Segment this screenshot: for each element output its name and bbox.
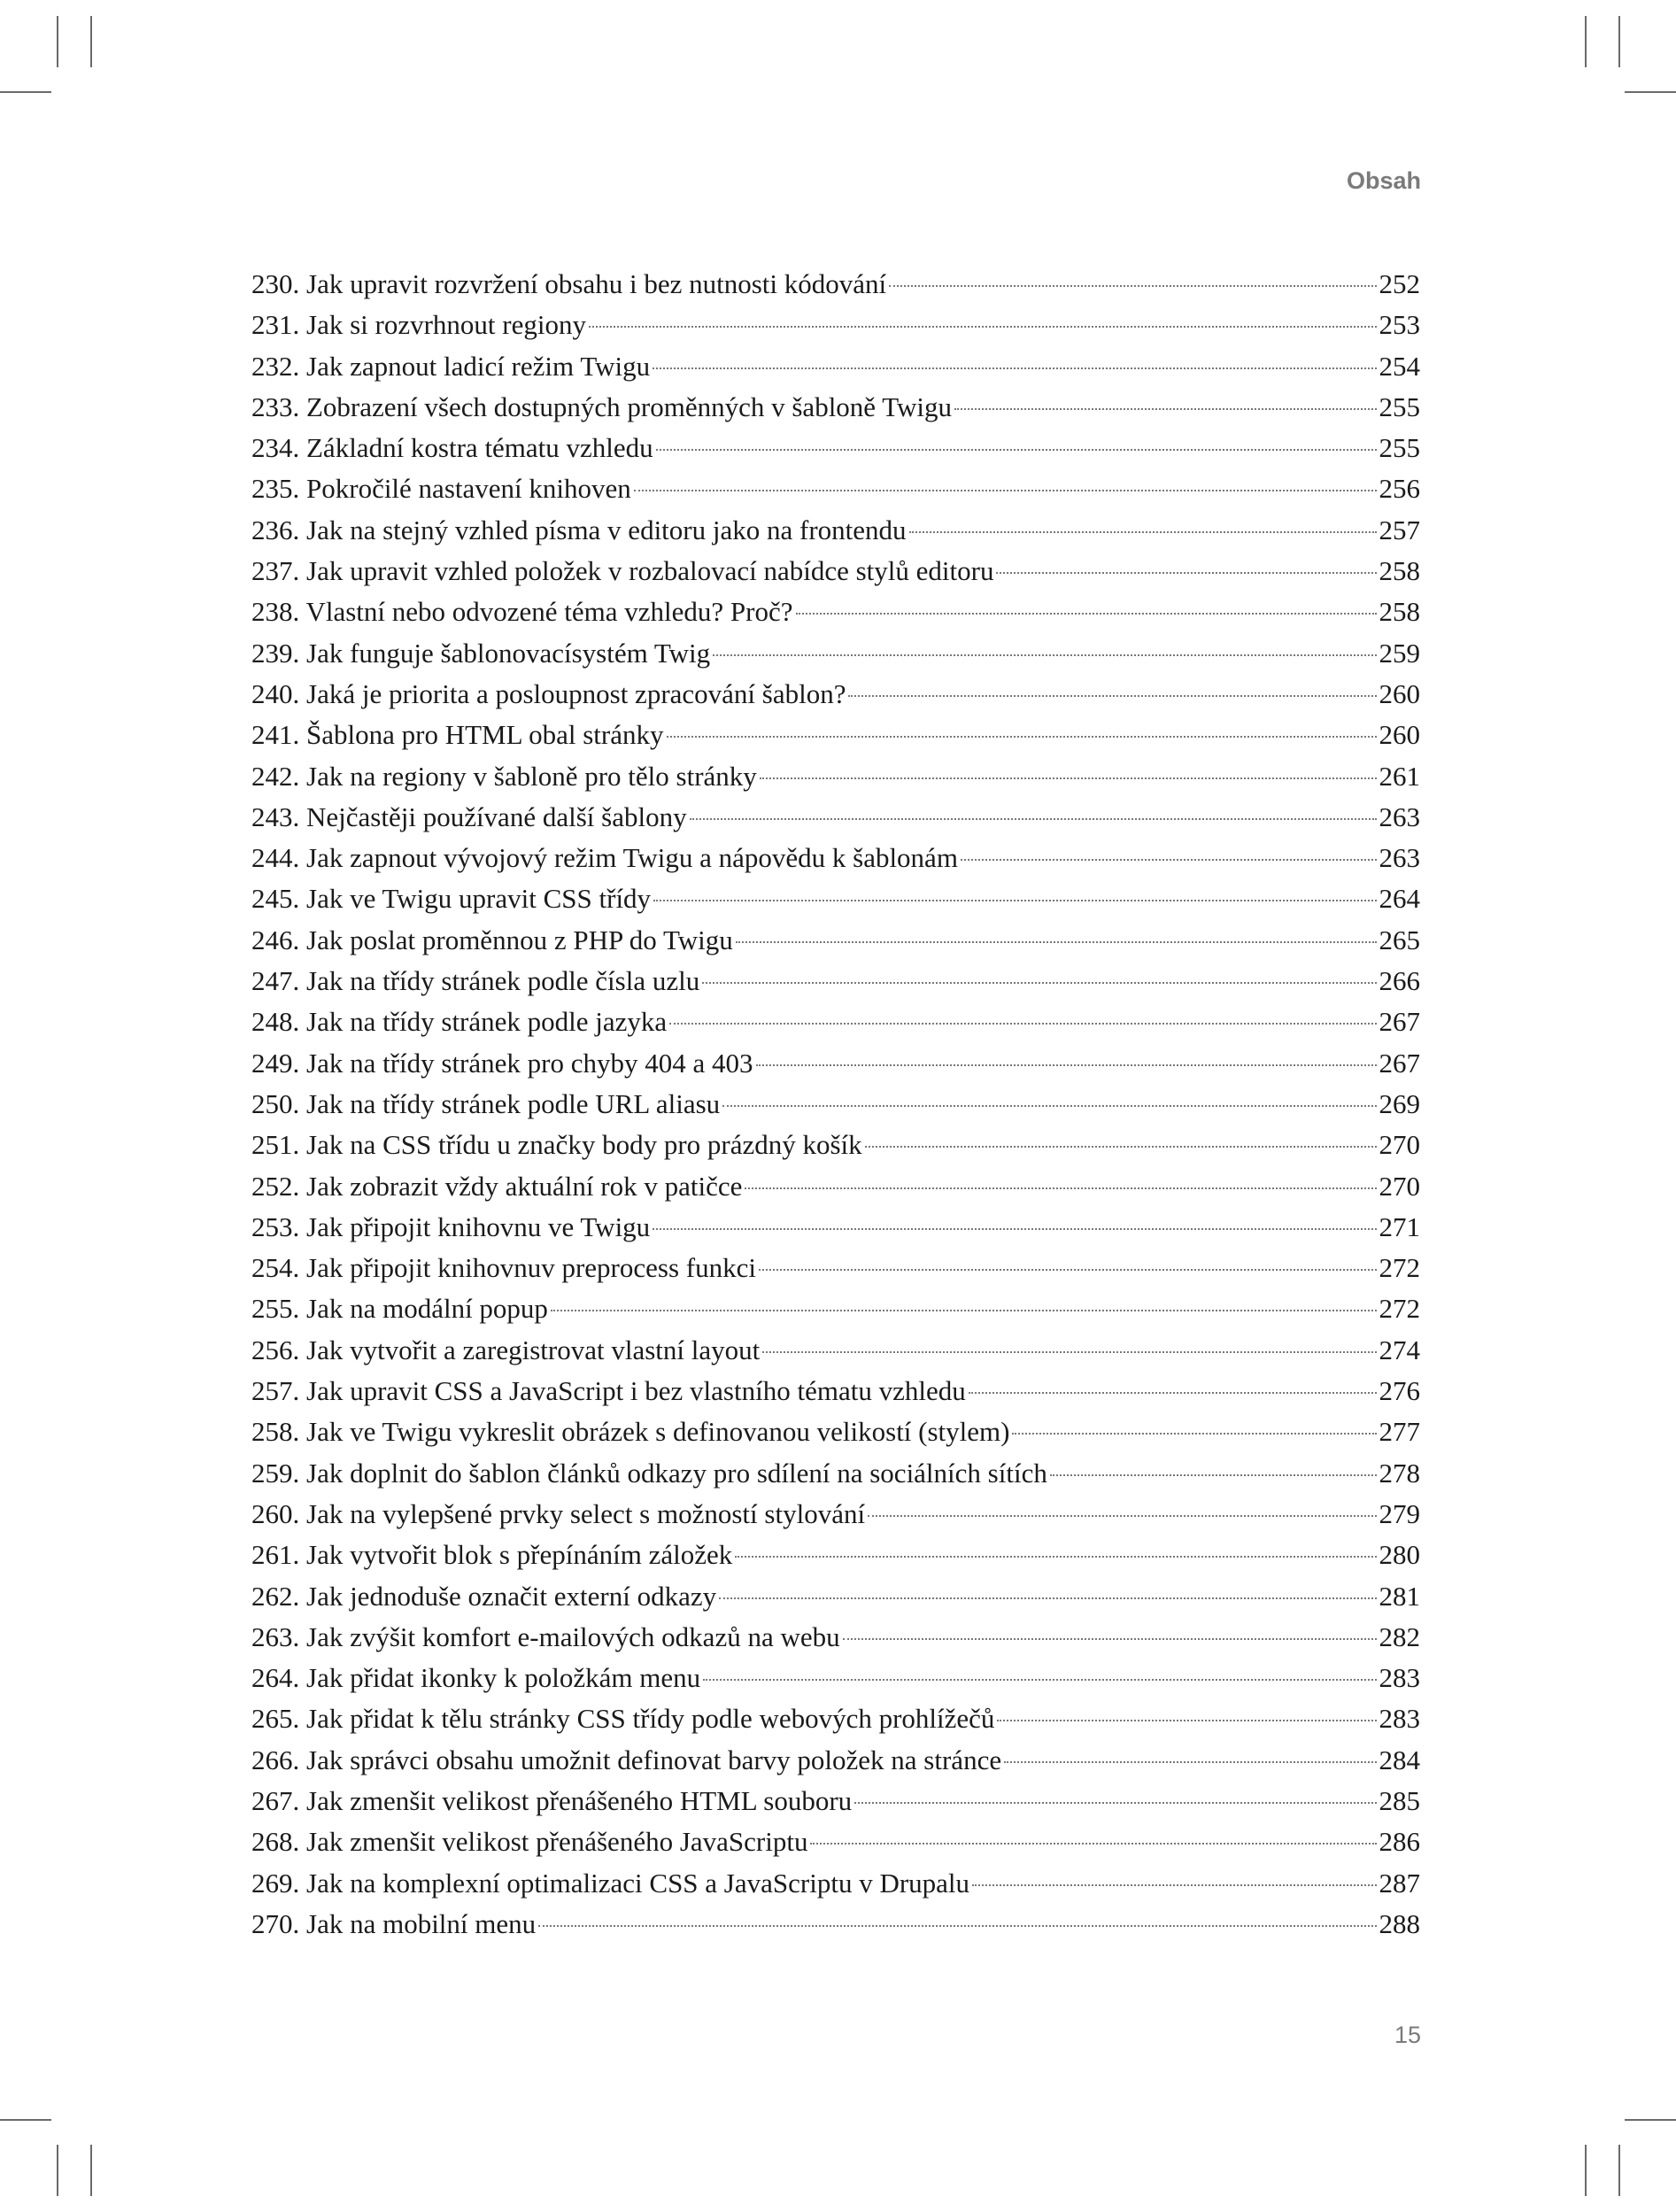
dot-leader	[796, 613, 1377, 615]
toc-entry-title	[251, 633, 710, 674]
dot-leader	[634, 490, 1377, 491]
toc-entry	[251, 1781, 1420, 1821]
toc-entry	[251, 715, 1420, 755]
toc-entry	[251, 1658, 1420, 1698]
toc-entry-title	[251, 387, 952, 428]
toc-entry-number: 238.	[251, 596, 300, 628]
toc-entry-page: 283	[1379, 1703, 1420, 1735]
toc-entry-number: 249.	[251, 1047, 300, 1079]
toc-entry-page: 260	[1379, 677, 1420, 709]
toc-entry-title	[251, 1821, 807, 1862]
toc-entry-text: Jak funguje šablonovacísystém Twig	[306, 637, 711, 669]
toc-entry-title	[251, 1904, 536, 1945]
toc-entry	[251, 961, 1420, 1002]
dot-leader	[843, 1638, 1377, 1640]
toc-entry-page: 265	[1379, 924, 1420, 955]
toc-entry	[251, 1125, 1420, 1165]
dot-leader	[865, 1146, 1377, 1148]
toc-entry-text: Jak zmenšit velikost přenášeného JavaScriptu	[306, 1826, 808, 1858]
toc-entry-text: Jak na třídy stránek podle jazyka	[306, 1006, 668, 1038]
toc-entry-page: 259	[1379, 637, 1420, 669]
toc-entry-title	[251, 1207, 650, 1248]
toc-entry-number: 235.	[251, 473, 300, 505]
toc-entry-page: 282	[1379, 1620, 1420, 1652]
toc-entry-text: Jak na vylepšené prvky select s možností stylování	[306, 1497, 866, 1529]
toc-entry	[251, 878, 1420, 919]
toc-entry-text: Jak na modální popup	[306, 1293, 548, 1325]
toc-entry	[251, 305, 1420, 345]
dot-leader	[868, 1515, 1376, 1517]
toc-entry-title	[251, 468, 631, 509]
toc-entry-page: 276	[1379, 1375, 1420, 1407]
toc-entry-text: Nejčastěji používané další šablony	[306, 800, 687, 832]
toc-entry-title	[251, 346, 650, 387]
toc-entry-text: Jak na třídy stránek podle čísla uzlu	[306, 965, 700, 997]
toc-entry-number: 239.	[251, 637, 300, 669]
toc-entry-number: 232.	[251, 350, 300, 382]
toc-entry-text: Základní kostra tématu vzhledu	[306, 432, 653, 464]
toc-entry-text: Jak vytvořit blok s přepínáním záložek	[306, 1539, 733, 1571]
toc-entry	[251, 797, 1420, 838]
toc-entry-text: Zobrazení všech dostupných proměnných v šabloně Twigu	[306, 391, 953, 422]
crop-mark	[1618, 16, 1620, 67]
toc-entry-number: 257.	[251, 1375, 300, 1407]
toc-entry-page: 263	[1379, 842, 1420, 874]
toc-entry-number: 263.	[251, 1620, 300, 1652]
toc-entry	[251, 264, 1420, 305]
toc-entry-text: Jak přidat k tělu stránky CSS třídy podle webových prohlížečů	[306, 1703, 995, 1735]
toc-entry-page: 255	[1379, 391, 1420, 422]
toc-entry-number: 236.	[251, 514, 300, 545]
toc-entry	[251, 1863, 1420, 1904]
toc-entry-text: Jak zobrazit vždy aktuální rok v patičce	[306, 1170, 743, 1202]
toc-entry-text: Pokročilé nastavení knihoven	[306, 473, 631, 505]
crop-mark	[1625, 91, 1676, 93]
toc-entry-text: Jak na komplexní optimalizaci CSS a JavaScriptu v Drupalu	[306, 1867, 970, 1899]
dot-leader	[736, 941, 1377, 943]
toc-entry-title	[251, 1740, 1001, 1781]
toc-entry-page: 283	[1379, 1662, 1420, 1694]
toc-entry-number: 268.	[251, 1826, 300, 1858]
toc-entry	[251, 551, 1420, 592]
toc-entry-title	[251, 1658, 700, 1698]
dot-leader	[589, 326, 1377, 328]
toc-entry-title	[251, 1617, 840, 1658]
toc-entry-number: 252.	[251, 1170, 300, 1202]
crop-mark	[90, 2145, 92, 2196]
toc-entry-text: Jak připojit knihovnu ve Twigu	[306, 1210, 651, 1242]
dot-leader	[909, 531, 1377, 533]
toc-entry-text: Jak upravit CSS a JavaScript i bez vlastního tématu vzhledu	[306, 1375, 966, 1407]
toc-entry	[251, 468, 1420, 509]
toc-entry-page: 252	[1379, 268, 1420, 299]
toc-entry-page: 277	[1379, 1416, 1420, 1448]
dot-leader	[1004, 1761, 1376, 1763]
toc-entry-text: Jak upravit rozvržení obsahu i bez nutnosti kódování	[306, 268, 887, 299]
toc-entry-page: 271	[1379, 1210, 1420, 1242]
toc-entry-number: 251.	[251, 1129, 300, 1161]
toc-entry-page: 280	[1379, 1539, 1420, 1571]
toc-entry-title	[251, 878, 651, 919]
dot-leader	[653, 1228, 1376, 1230]
toc-entry-number: 250.	[251, 1087, 300, 1119]
toc-entry-page: 272	[1379, 1252, 1420, 1284]
page-number: 15	[1394, 2022, 1421, 2048]
toc-entry-text: Jak na třídy stránek pro chyby 404 a 403	[306, 1047, 753, 1079]
dot-leader	[756, 1064, 1377, 1066]
toc-entry-number: 261.	[251, 1539, 300, 1571]
toc-entry-text: Jak vytvořit a zaregistrovat vlastní layout	[306, 1334, 761, 1365]
toc-entry-number: 234.	[251, 432, 300, 464]
toc-entry-page: 255	[1379, 432, 1420, 464]
toc-entry-title	[251, 1863, 969, 1904]
toc-entry-text: Jak připojit knihovnuv preprocess funkci	[306, 1252, 756, 1284]
toc-entry-title	[251, 1043, 753, 1084]
toc-entry-page: 284	[1379, 1744, 1420, 1775]
toc-entry-number: 247.	[251, 965, 300, 997]
toc-entry-title	[251, 1698, 994, 1739]
toc-entry-page: 272	[1379, 1293, 1420, 1325]
toc-entry-title	[251, 592, 793, 632]
crop-mark	[90, 16, 92, 67]
toc-entry	[251, 510, 1420, 551]
dot-leader	[759, 1269, 1377, 1271]
toc-entry	[251, 1002, 1420, 1042]
crop-mark	[1625, 2119, 1676, 2121]
toc-entry-text: Jak na CSS třídu u značky body pro prázdný košík	[306, 1129, 862, 1161]
toc-entry-page: 270	[1379, 1129, 1420, 1161]
toc-entry	[251, 1207, 1420, 1248]
toc-entry-page: 287	[1379, 1867, 1420, 1899]
toc-entry-text: Jak upravit vzhled položek v rozbalovací nabídce stylů editoru	[306, 555, 994, 587]
dot-leader	[713, 654, 1376, 656]
dot-leader	[669, 1023, 1376, 1025]
toc-entry-text: Jak zapnout ladicí režim Twigu	[306, 350, 651, 382]
dot-leader	[969, 1392, 1377, 1394]
toc-entry-text: Jak ve Twigu upravit CSS třídy	[306, 883, 652, 915]
toc-entry-text: Jak zapnout vývojový režim Twigu a nápovědu k šablonám	[306, 842, 958, 874]
toc-entry	[251, 1248, 1420, 1288]
toc-entry-text: Jak zvýšit komfort e-mailových odkazů na webu	[306, 1620, 840, 1652]
toc-entry-page: 267	[1379, 1006, 1420, 1038]
toc-entry-page: 279	[1379, 1497, 1420, 1529]
toc-entry	[251, 1617, 1420, 1658]
toc-entry	[251, 1535, 1420, 1575]
toc-entry	[251, 1330, 1420, 1371]
toc-entry-number: 231.	[251, 309, 300, 341]
toc-entry-title	[251, 1330, 760, 1371]
toc-entry-title	[251, 1166, 742, 1207]
crop-mark	[57, 2145, 58, 2196]
toc-entry-page: 269	[1379, 1087, 1420, 1119]
toc-entry-number: 265.	[251, 1703, 300, 1735]
dot-leader	[1012, 1433, 1376, 1435]
dot-leader	[719, 1597, 1376, 1599]
toc-entry-title	[251, 1535, 732, 1575]
toc-entry-title	[251, 1453, 1047, 1494]
toc-entry-number: 258.	[251, 1416, 300, 1448]
dot-leader	[538, 1925, 1376, 1927]
dot-leader	[972, 1884, 1376, 1886]
toc-entry-page: 256	[1379, 473, 1420, 505]
toc-entry-number: 237.	[251, 555, 300, 587]
toc-entry-page: 263	[1379, 800, 1420, 832]
toc-entry	[251, 920, 1420, 961]
crop-mark	[0, 91, 51, 93]
toc-entry-title	[251, 1494, 865, 1535]
dot-leader	[745, 1187, 1376, 1189]
toc-entry-number: 242.	[251, 760, 300, 792]
toc-entry-number: 255.	[251, 1293, 300, 1325]
toc-entry-text: Jak doplnit do šablon článků odkazy pro sdílení na sociálních sítích	[306, 1457, 1047, 1489]
toc-entry-title	[251, 1781, 852, 1821]
toc-entry-page: 260	[1379, 719, 1420, 751]
toc-entry	[251, 1371, 1420, 1412]
toc-entry-page: 281	[1379, 1580, 1420, 1612]
toc-entry-number: 262.	[251, 1580, 300, 1612]
toc-entry-title	[251, 674, 846, 715]
toc-entry-title	[251, 838, 958, 878]
dot-leader	[653, 367, 1376, 369]
toc-entry-page: 267	[1379, 1047, 1420, 1079]
toc-entry-text: Vlastní nebo odvozené téma vzhledu? Proč?	[305, 596, 793, 628]
toc-entry	[251, 1288, 1420, 1329]
toc-entry-text: Jak na třídy stránek podle URL aliasu	[306, 1087, 721, 1119]
toc-entry	[251, 1698, 1420, 1739]
toc-entry-title	[251, 1412, 1009, 1452]
toc-entry-number: 240.	[251, 677, 300, 709]
toc-entry-number: 254.	[251, 1252, 300, 1284]
toc-entry-number: 266.	[251, 1744, 300, 1775]
toc-entry-title	[251, 510, 907, 551]
toc-entry-title	[251, 1288, 548, 1329]
dot-leader	[551, 1310, 1377, 1311]
dot-leader	[703, 1679, 1376, 1681]
toc-entry-text: Šablona pro HTML obal stránky	[306, 719, 664, 751]
toc-entry	[251, 428, 1420, 468]
toc-entry-title	[251, 756, 757, 797]
toc-entry-number: 267.	[251, 1784, 300, 1816]
dot-leader	[848, 695, 1376, 697]
dot-leader	[889, 285, 1376, 287]
dot-leader	[735, 1556, 1376, 1558]
dot-leader	[954, 408, 1376, 410]
toc-entry-page: 286	[1379, 1826, 1420, 1858]
toc-entry-page: 264	[1379, 883, 1420, 915]
toc-entry	[251, 592, 1420, 632]
toc-entry	[251, 1821, 1420, 1862]
toc-entry-text: Jak jednoduše označit externí odkazy	[306, 1580, 717, 1612]
toc-entry-number: 256.	[251, 1334, 300, 1365]
toc-entry-text: Jaká je priorita a posloupnost zpracování šablon?	[306, 677, 846, 709]
toc-entry	[251, 838, 1420, 878]
dot-leader	[690, 818, 1377, 820]
toc-entry	[251, 1904, 1420, 1945]
dot-leader	[854, 1802, 1376, 1804]
dot-leader	[1050, 1474, 1377, 1476]
toc-entry	[251, 1084, 1420, 1125]
toc-entry-page: 258	[1379, 596, 1420, 628]
toc-entry-number: 259.	[251, 1457, 300, 1489]
toc-entry-number: 253.	[251, 1210, 300, 1242]
dot-leader	[762, 1351, 1376, 1353]
toc-entry	[251, 756, 1420, 797]
toc-entry-title	[251, 305, 586, 345]
toc-entry-text: Jak přidat ikonky k položkám menu	[306, 1662, 701, 1694]
toc-entry-title	[251, 961, 699, 1002]
toc-entry	[251, 1166, 1420, 1207]
toc-entry-number: 244.	[251, 842, 300, 874]
toc-entry-number: 246.	[251, 924, 300, 955]
dot-leader	[997, 1720, 1376, 1721]
toc-entry	[251, 1740, 1420, 1781]
toc-entry-page: 266	[1379, 965, 1420, 997]
toc-entry	[251, 1453, 1420, 1494]
dot-leader	[996, 572, 1376, 574]
toc-entry-text: Jak na stejný vzhled písma v editoru jako na frontendu	[306, 514, 907, 545]
toc-entry-title	[251, 1002, 667, 1042]
toc-entry-page: 257	[1379, 514, 1420, 545]
toc-entry-number: 264.	[251, 1662, 300, 1694]
toc-entry-text: Jak správci obsahu umožnit definovat barvy položek na stránce	[306, 1744, 1002, 1775]
toc-entry-number: 233.	[251, 391, 300, 422]
toc-entry-number: 241.	[251, 719, 300, 751]
toc-entry-title	[251, 1576, 716, 1617]
toc-entry-number: 270.	[251, 1907, 300, 1939]
toc-entry-number: 260.	[251, 1497, 300, 1529]
toc-entry-page: 253	[1379, 309, 1420, 341]
dot-leader	[667, 736, 1377, 738]
running-header: Obsah	[1346, 167, 1421, 194]
toc-entry-page: 278	[1379, 1457, 1420, 1489]
toc-entry-text: Jak si rozvrhnout regiony	[306, 309, 586, 341]
toc-entry-text: Jak zmenšit velikost přenášeného HTML souboru	[306, 1784, 853, 1816]
toc-entry	[251, 1043, 1420, 1084]
crop-mark	[0, 2119, 51, 2121]
toc-entry-page: 261	[1379, 760, 1420, 792]
toc-entry-title	[251, 1084, 720, 1125]
toc-entry-page: 285	[1379, 1784, 1420, 1816]
toc-entry-title	[251, 551, 993, 592]
toc-entry-number: 245.	[251, 883, 300, 915]
toc-entry-text: Jak ve Twigu vykreslit obrázek s definovanou velikostí (stylem)	[306, 1416, 1010, 1448]
crop-mark	[1585, 2145, 1587, 2196]
toc-entry-title	[251, 715, 664, 755]
dot-leader	[722, 1105, 1376, 1107]
crop-mark	[57, 16, 58, 67]
dot-leader	[702, 982, 1376, 984]
toc-entry-number: 243.	[251, 800, 300, 832]
dot-leader	[961, 859, 1377, 861]
toc-entry	[251, 674, 1420, 715]
crop-mark	[1618, 2145, 1620, 2196]
toc-entry-number: 248.	[251, 1006, 300, 1038]
toc-entry	[251, 1412, 1420, 1452]
toc-entry-number: 269.	[251, 1867, 300, 1899]
toc-entry	[251, 1576, 1420, 1617]
toc-entry-text: Jak na regiony v šabloně pro tělo stránky	[306, 760, 757, 792]
toc-entry-title	[251, 428, 653, 468]
toc-entry-page: 254	[1379, 350, 1420, 382]
dot-leader	[656, 449, 1377, 451]
table-of-contents	[251, 264, 1420, 1945]
toc-entry	[251, 387, 1420, 428]
toc-entry-title	[251, 1248, 756, 1288]
toc-entry-page: 258	[1379, 555, 1420, 587]
toc-entry-text: Jak poslat proměnnou z PHP do Twigu	[306, 924, 733, 955]
toc-entry	[251, 346, 1420, 387]
toc-entry-page: 274	[1379, 1334, 1420, 1365]
dot-leader	[810, 1843, 1376, 1845]
toc-entry-title	[251, 920, 733, 961]
toc-entry-title	[251, 264, 886, 305]
toc-entry-text: Jak na mobilní menu	[306, 1907, 537, 1939]
crop-mark	[1585, 16, 1587, 67]
toc-entry	[251, 633, 1420, 674]
toc-entry-number: 230.	[251, 268, 300, 299]
toc-entry-page: 270	[1379, 1170, 1420, 1202]
toc-entry-title	[251, 1371, 966, 1412]
dot-leader	[760, 777, 1377, 779]
toc-entry-title	[251, 1125, 862, 1165]
toc-entry	[251, 1494, 1420, 1535]
dot-leader	[653, 900, 1376, 901]
toc-entry-title	[251, 797, 687, 838]
toc-entry-page: 288	[1379, 1907, 1420, 1939]
